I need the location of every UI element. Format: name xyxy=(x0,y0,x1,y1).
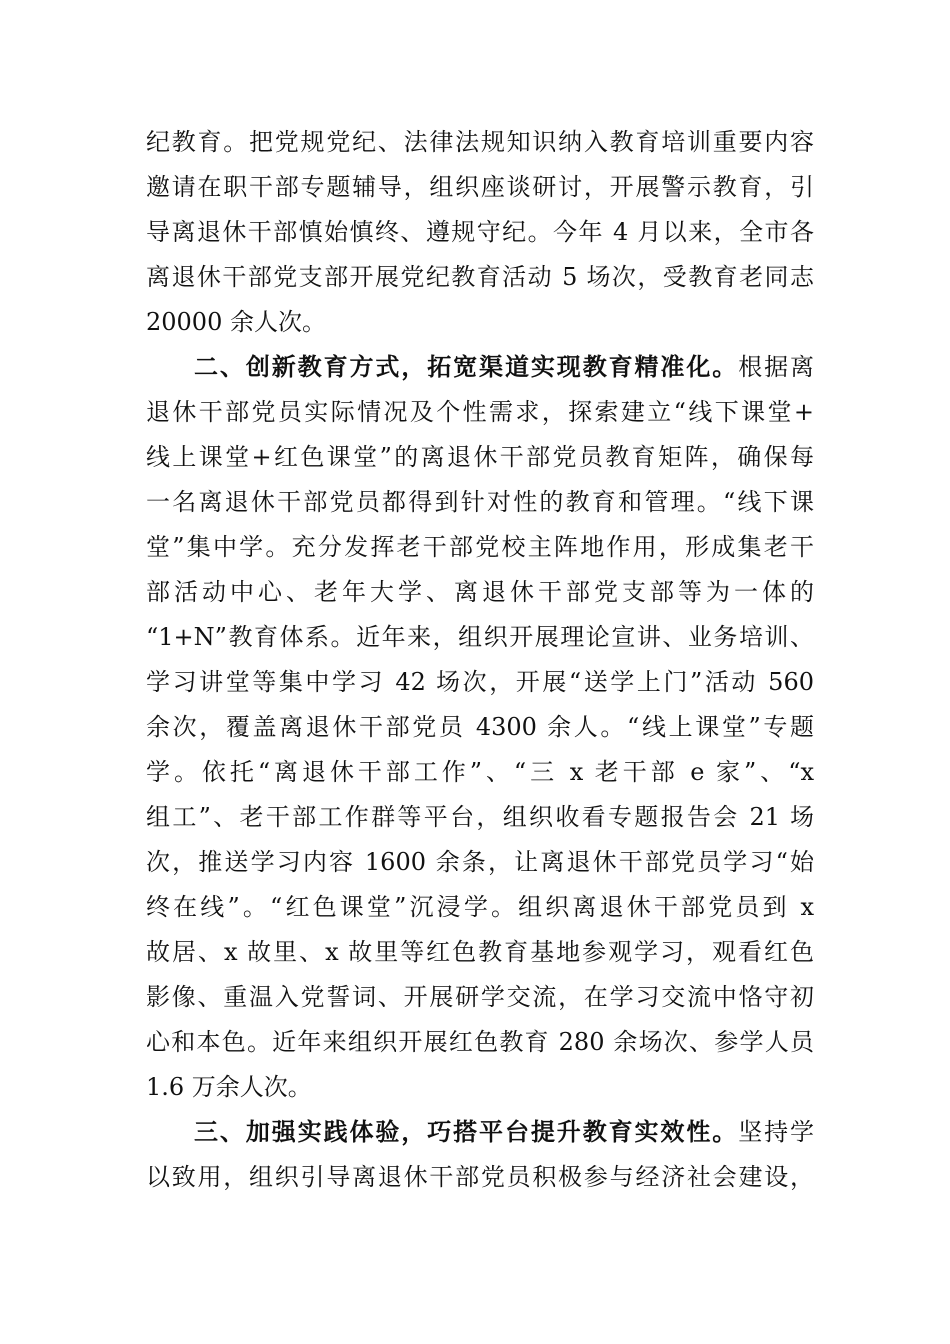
paragraph2-line: 一名离退休干部党员都得到针对性的教育和管理。“线下课 xyxy=(146,488,814,516)
document-body xyxy=(146,120,814,1200)
paragraph3-first-line-rest: 坚持学 xyxy=(738,1118,815,1146)
paragraph2-line: 故居、x 故里、x 故里等红色教育基地参观学习，观看红色 xyxy=(146,938,814,966)
paragraph2-line: 线上课堂+红色课堂”的离退休干部党员教育矩阵，确保每 xyxy=(146,443,814,471)
paragraph1-line-1: 纪教育。把党规党纪、法律法规知识纳入教育培训重要内容 xyxy=(146,128,814,156)
section-heading-3: 三、加强实践体验，巧搭平台提升教育实效性。 xyxy=(194,1118,739,1146)
paragraph2-line: 终在线”。“红色课堂”沉浸学。组织离退休干部党员到 x xyxy=(146,893,814,921)
paragraph1-line-3: 导离退休干部慎始慎终、遵规守纪。今年 4 月以来，全市各 xyxy=(146,218,814,246)
paragraph2-line: 余次，覆盖离退休干部党员 4300 余人。“线上课堂”专题 xyxy=(146,713,814,741)
paragraph2-line: 退休干部党员实际情况及个性需求，探索建立“线下课堂+ xyxy=(146,398,814,426)
paragraph1-line-2: 邀请在职干部专题辅导，组织座谈研讨，开展警示教育，引 xyxy=(146,173,814,201)
paragraph2-first-line-rest: 根据离 xyxy=(738,353,815,381)
paragraph2-first-line xyxy=(146,345,814,390)
paragraph2-line: 学习讲堂等集中学习 42 场次，开展“送学上门”活动 560 xyxy=(146,668,814,696)
paragraph2-line: 影像、重温入党誓词、开展研学交流，在学习交流中恪守初 xyxy=(146,983,814,1011)
paragraph2-line: 部活动中心、老年大学、离退休干部党支部等为一体的 xyxy=(146,578,814,606)
paragraph2-line: 堂”集中学。充分发挥老干部党校主阵地作用，形成集老干 xyxy=(146,533,814,561)
paragraph2-line: “1+N”教育体系。近年来，组织开展理论宣讲、业务培训、 xyxy=(146,623,814,651)
paragraph1-line-5: 20000 余人次。 xyxy=(146,308,326,336)
paragraph3-line: 以致用，组织引导离退休干部党员积极参与经济社会建设， xyxy=(146,1163,814,1191)
paragraph2-line: 组工”、老干部工作群等平台，组织收看专题报告会 21 场 xyxy=(146,803,814,831)
paragraph1-line-4: 离退休干部党支部开展党纪教育活动 5 场次，受教育老同志 xyxy=(146,263,814,291)
section-heading-2: 二、创新教育方式，拓宽渠道实现教育精准化。 xyxy=(194,353,739,381)
paragraph3-first-line xyxy=(146,1110,814,1155)
paragraph2-line: 学。依托“离退休干部工作”、“三 x 老干部 e 家”、“x xyxy=(146,758,814,786)
paragraph2-line: 心和本色。近年来组织开展红色教育 280 余场次、参学人员 xyxy=(146,1028,814,1056)
paragraph2-line: 1.6 万余人次。 xyxy=(146,1073,312,1101)
paragraph2-line: 次，推送学习内容 1600 余条，让离退休干部党员学习“始 xyxy=(146,848,814,876)
